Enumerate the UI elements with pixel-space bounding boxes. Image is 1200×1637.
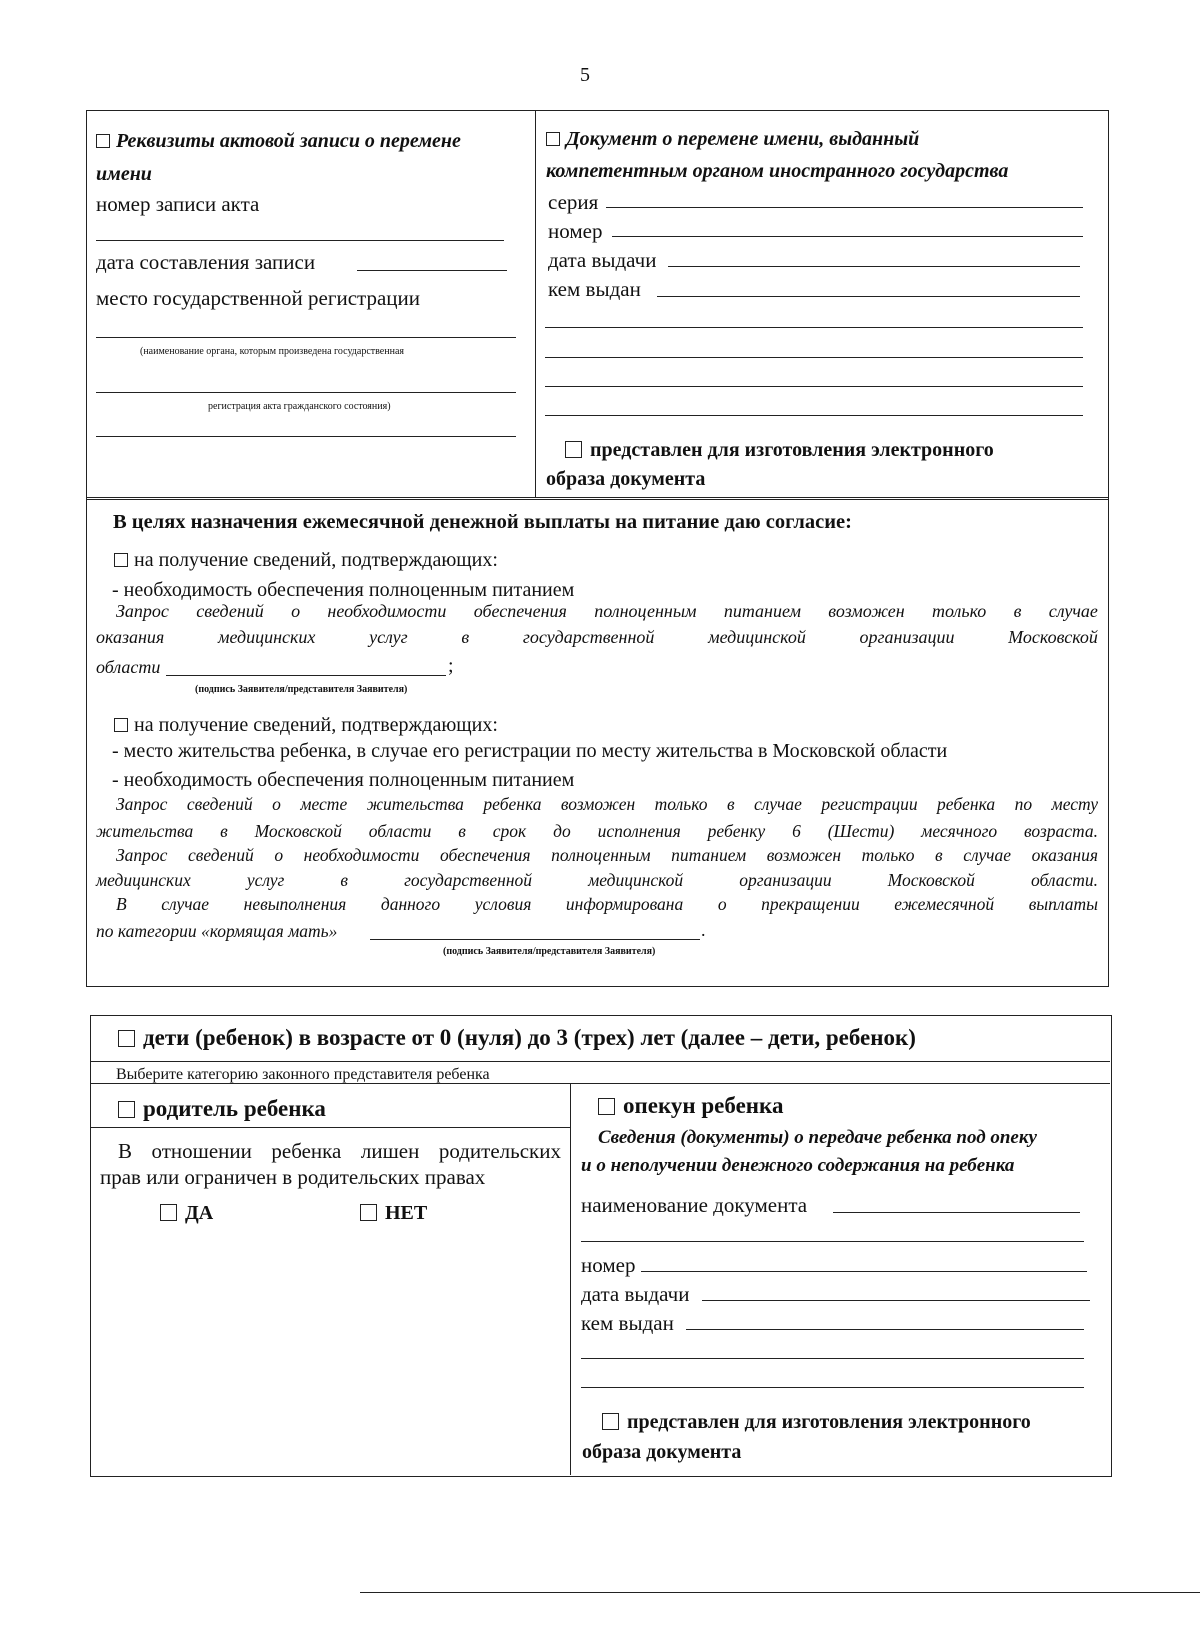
foreign-doc-title-cont: компетентным органом иностранного государства <box>546 160 1009 182</box>
guardian-issue-date-label: дата выдачи <box>581 1282 690 1306</box>
guardian-option: опекун ребенка <box>598 1093 783 1119</box>
parent-header-divider <box>90 1127 570 1128</box>
record-number-field[interactable] <box>96 240 504 241</box>
name-change-record-title: Реквизиты актовой записи о перемене <box>96 130 461 153</box>
registration-place-field[interactable] <box>96 337 516 338</box>
children-heading: дети (ребенок) в возрасте от 0 (нуля) до 3 (трех) лет (далее – дети, ребенок) <box>118 1025 916 1051</box>
consent-first-note-end: ; <box>448 655 454 677</box>
parent-checkbox[interactable] <box>118 1101 135 1118</box>
parent-question-line2: прав или ограничен в родительских правах <box>100 1165 486 1189</box>
foreign-number-label: номер <box>548 219 603 243</box>
foreign-number-field[interactable] <box>612 236 1083 237</box>
yes-checkbox[interactable] <box>160 1204 177 1221</box>
children-checkbox[interactable] <box>118 1030 135 1047</box>
registration-note-1: (наименование органа, которым произведена государственная <box>140 346 404 357</box>
consent-second-note-end: . <box>701 920 706 940</box>
foreign-issued-by-field-5[interactable] <box>545 415 1083 416</box>
guardian-issue-date-field[interactable] <box>702 1300 1090 1301</box>
guardian-number-label: номер <box>581 1253 636 1277</box>
consent-heading: В целях назначения ежемесячной денежной выплаты на питание даю согласие: <box>113 511 852 533</box>
children-heading-divider <box>90 1061 1110 1062</box>
consent-first-note-line3: области <box>96 657 161 677</box>
consent-second-signature-caption: (подпись Заявителя/представителя Заявителя) <box>443 946 656 957</box>
consent-second-note-line4: медицинских услуг в государственной медицинской организации Московской области. <box>96 870 1098 890</box>
foreign-issue-date-label: дата выдачи <box>548 248 657 272</box>
name-change-record-title-cont: имени <box>96 163 152 185</box>
foreign-series-label: серия <box>548 190 599 214</box>
foreign-electronic-copy-cont: образа документа <box>546 468 706 490</box>
name-change-record-checkbox[interactable] <box>96 134 110 148</box>
yes-option: ДА <box>160 1202 213 1225</box>
page-number: 5 <box>580 64 590 86</box>
consent-first-signature-field[interactable] <box>166 675 446 676</box>
record-date-field[interactable] <box>357 270 507 271</box>
foreign-doc-checkbox[interactable] <box>546 132 560 146</box>
guardian-electronic-copy-cont: образа документа <box>582 1441 742 1463</box>
guardian-electronic-copy: представлен для изготовления электронного <box>602 1411 1031 1434</box>
category-prompt: Выберите категорию законного представителя ребенка <box>116 1066 490 1083</box>
guardian-checkbox[interactable] <box>598 1098 615 1115</box>
guardian-electronic-copy-checkbox[interactable] <box>602 1413 619 1430</box>
foreign-issue-date-field[interactable] <box>668 266 1080 267</box>
consent-first-signature-caption: (подпись Заявителя/представителя Заявителя) <box>195 684 408 695</box>
consent-second-checkbox[interactable] <box>114 718 128 732</box>
guardian-info-line2: и о неполучении денежного содержания на ребенка <box>581 1155 1015 1176</box>
category-prompt-divider <box>90 1083 1110 1084</box>
registration-note-2: регистрация акта гражданского состояния) <box>208 401 391 412</box>
registration-place-field-2[interactable] <box>96 392 516 393</box>
consent-second-note-line1: Запрос сведений о месте жительства ребенка возможен только в случае регистрации ребенка по месту <box>116 794 1098 814</box>
registration-place-label: место государственной регистрации <box>96 286 420 310</box>
children-column-divider <box>570 1083 571 1475</box>
parent-question-line1: В отношении ребенка лишен родительских <box>118 1139 561 1163</box>
consent-second-note-line5: В случае невыполнения данного условия информирована о прекращении ежемесячной выплаты <box>116 894 1098 914</box>
parent-option: родитель ребенка <box>118 1096 326 1122</box>
consent-second-note-line2: жительства в Московской области в срок до исполнения ребенку 6 (Шести) месячного возраста. <box>96 821 1098 841</box>
children-table <box>90 1015 1112 1477</box>
record-date-label: дата составления записи <box>96 250 316 274</box>
guardian-issued-by-field-3[interactable] <box>581 1387 1084 1388</box>
foreign-issued-by-label: кем выдан <box>548 277 641 301</box>
foreign-series-field[interactable] <box>606 207 1083 208</box>
consent-second-item2: - необходимость обеспечения полноценным питанием <box>112 769 575 791</box>
foreign-issued-by-field-2[interactable] <box>545 327 1083 328</box>
bottom-edge-line <box>360 1592 1200 1593</box>
doc-name-label: наименование документа <box>581 1193 808 1217</box>
consent-first-item: - необходимость обеспечения полноценным питанием <box>112 579 575 601</box>
consent-first-note-line2: оказания медицинских услуг в государственной медицинской организации Московской <box>96 627 1098 647</box>
name-change-divider <box>535 110 536 498</box>
foreign-electronic-copy: представлен для изготовления электронного <box>565 439 994 462</box>
doc-name-field-2[interactable] <box>581 1241 1084 1242</box>
registration-place-field-3[interactable] <box>96 436 516 437</box>
no-option: НЕТ <box>360 1202 427 1225</box>
consent-second-option: на получение сведений, подтверждающих: <box>114 714 498 737</box>
foreign-electronic-copy-checkbox[interactable] <box>565 441 582 458</box>
foreign-doc-title: Документ о перемене имени, выданный <box>546 128 919 151</box>
consent-first-note-line1: Запрос сведений о необходимости обеспечения полноценным питанием возможен только в случае <box>116 601 1098 621</box>
consent-first-option: на получение сведений, подтверждающих: <box>114 549 498 572</box>
guardian-info-line1: Сведения (документы) о передаче ребенка под опеку <box>598 1127 1037 1148</box>
consent-second-signature-field[interactable] <box>370 939 700 940</box>
guardian-issued-by-field-2[interactable] <box>581 1358 1084 1359</box>
foreign-issued-by-field-4[interactable] <box>545 386 1083 387</box>
consent-second-note-line3: Запрос сведений о необходимости обеспечения полноценным питанием возможен только в случае оказания <box>116 845 1098 865</box>
consent-second-item1: - место жительства ребенка, в случае его регистрации по месту жительства в Московской области <box>112 740 948 762</box>
guardian-issued-by-label: кем выдан <box>581 1311 674 1335</box>
doc-name-field[interactable] <box>833 1212 1080 1213</box>
consent-first-checkbox[interactable] <box>114 553 128 567</box>
guardian-number-field[interactable] <box>641 1271 1087 1272</box>
guardian-issued-by-field[interactable] <box>686 1329 1084 1330</box>
foreign-issued-by-field-3[interactable] <box>545 357 1083 358</box>
foreign-issued-by-field[interactable] <box>657 296 1080 297</box>
no-checkbox[interactable] <box>360 1204 377 1221</box>
record-number-label: номер записи акта <box>96 192 260 216</box>
consent-second-note-line6: по категории «кормящая мать» <box>96 921 338 941</box>
